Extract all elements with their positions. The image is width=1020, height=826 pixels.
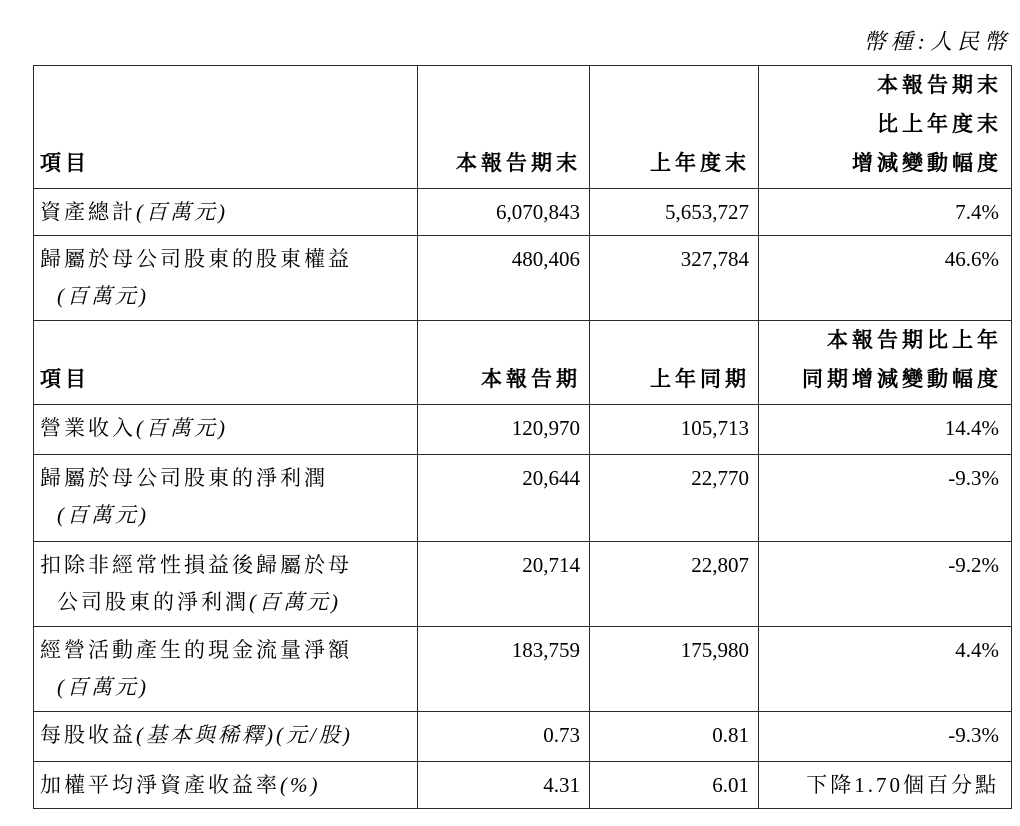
item-cell	[34, 627, 418, 712]
current-value-cell: 6,070,843	[418, 189, 590, 236]
item-unit: (%)	[280, 773, 321, 797]
prior-value-cell: 105,713	[590, 405, 759, 455]
item-label: 歸屬於母公司股東的股東權益	[40, 247, 352, 271]
item-label-line2	[57, 278, 413, 315]
prior-value-cell: 327,784	[590, 236, 759, 321]
change-cell: 下降1.70個百分點	[759, 762, 1012, 809]
item-unit: (百萬元)	[57, 675, 149, 699]
item-label-line2	[57, 584, 413, 621]
header-line: 同期增減變動幅度	[802, 368, 1002, 391]
item-cell	[34, 189, 418, 236]
header-line: 本報告期末	[877, 74, 1002, 97]
item-cell	[34, 405, 418, 455]
item-label: 扣除非經常性損益後歸屬於母	[40, 553, 352, 577]
table1-current-header: 本報告期末	[418, 66, 590, 189]
current-value-cell: 20,644	[418, 455, 590, 542]
prior-value-cell: 0.81	[590, 712, 759, 762]
item-cell	[34, 236, 418, 321]
item-unit: (百萬元)	[136, 200, 228, 224]
prior-value-cell: 22,770	[590, 455, 759, 542]
item-unit: (基本與稀釋)(元/股)	[136, 723, 353, 747]
current-value-cell: 480,406	[418, 236, 590, 321]
current-value-cell: 4.31	[418, 762, 590, 809]
table1-item-header: 項目	[34, 66, 418, 189]
table2-item-header: 項目	[34, 321, 418, 405]
item-unit: (百萬元)	[136, 416, 228, 440]
item-label-continued: 公司股東的淨利潤	[57, 590, 249, 614]
change-cell: -9.3%	[759, 455, 1012, 542]
item-unit: (百萬元)	[57, 284, 149, 308]
current-value-cell: 0.73	[418, 712, 590, 762]
current-value-cell: 20,714	[418, 542, 590, 627]
item-label: 歸屬於母公司股東的淨利潤	[40, 466, 328, 490]
change-cell: 7.4%	[759, 189, 1012, 236]
table-row	[34, 712, 1012, 762]
change-cell: 4.4%	[759, 627, 1012, 712]
header-line: 增減變動幅度	[852, 152, 1002, 175]
change-cell: 46.6%	[759, 236, 1012, 321]
header-line: 比上年度末	[877, 113, 1002, 136]
item-label-line2	[57, 669, 413, 706]
item-cell	[34, 542, 418, 627]
table-row	[34, 236, 1012, 321]
table1-header-row	[34, 66, 1012, 189]
table-row	[34, 405, 1012, 455]
change-cell: -9.3%	[759, 712, 1012, 762]
financial-summary-table	[33, 65, 1012, 809]
item-label: 加權平均淨資產收益率	[40, 773, 280, 797]
item-cell	[34, 455, 418, 542]
item-cell	[34, 762, 418, 809]
item-label: 經營活動產生的現金流量淨額	[40, 638, 352, 662]
table-row	[34, 189, 1012, 236]
prior-value-cell: 6.01	[590, 762, 759, 809]
table-row	[34, 762, 1012, 809]
table2-change-header	[759, 321, 1012, 405]
item-unit: (百萬元)	[57, 503, 149, 527]
table-row	[34, 627, 1012, 712]
prior-value-cell: 22,807	[590, 542, 759, 627]
table2-current-header: 本報告期	[418, 321, 590, 405]
item-label: 每股收益	[40, 723, 136, 747]
table-row	[34, 542, 1012, 627]
table1-prior-header: 上年度末	[590, 66, 759, 189]
prior-value-cell: 175,980	[590, 627, 759, 712]
table-row	[34, 455, 1012, 542]
report-page	[33, 0, 1011, 809]
item-cell	[34, 712, 418, 762]
currency-note: 幣種:人民幣	[863, 29, 1011, 54]
header-line: 本報告期比上年	[827, 329, 1002, 352]
current-value-cell: 120,970	[418, 405, 590, 455]
item-unit: (百萬元)	[249, 590, 341, 614]
prior-value-cell: 5,653,727	[590, 189, 759, 236]
table1-change-header	[759, 66, 1012, 189]
table2-prior-header: 上年同期	[590, 321, 759, 405]
item-label: 資產總計	[40, 200, 136, 224]
table2-header-row	[34, 321, 1012, 405]
change-cell: -9.2%	[759, 542, 1012, 627]
current-value-cell: 183,759	[418, 627, 590, 712]
item-label-line2	[57, 497, 413, 534]
change-cell: 14.4%	[759, 405, 1012, 455]
item-label: 營業收入	[40, 416, 136, 440]
